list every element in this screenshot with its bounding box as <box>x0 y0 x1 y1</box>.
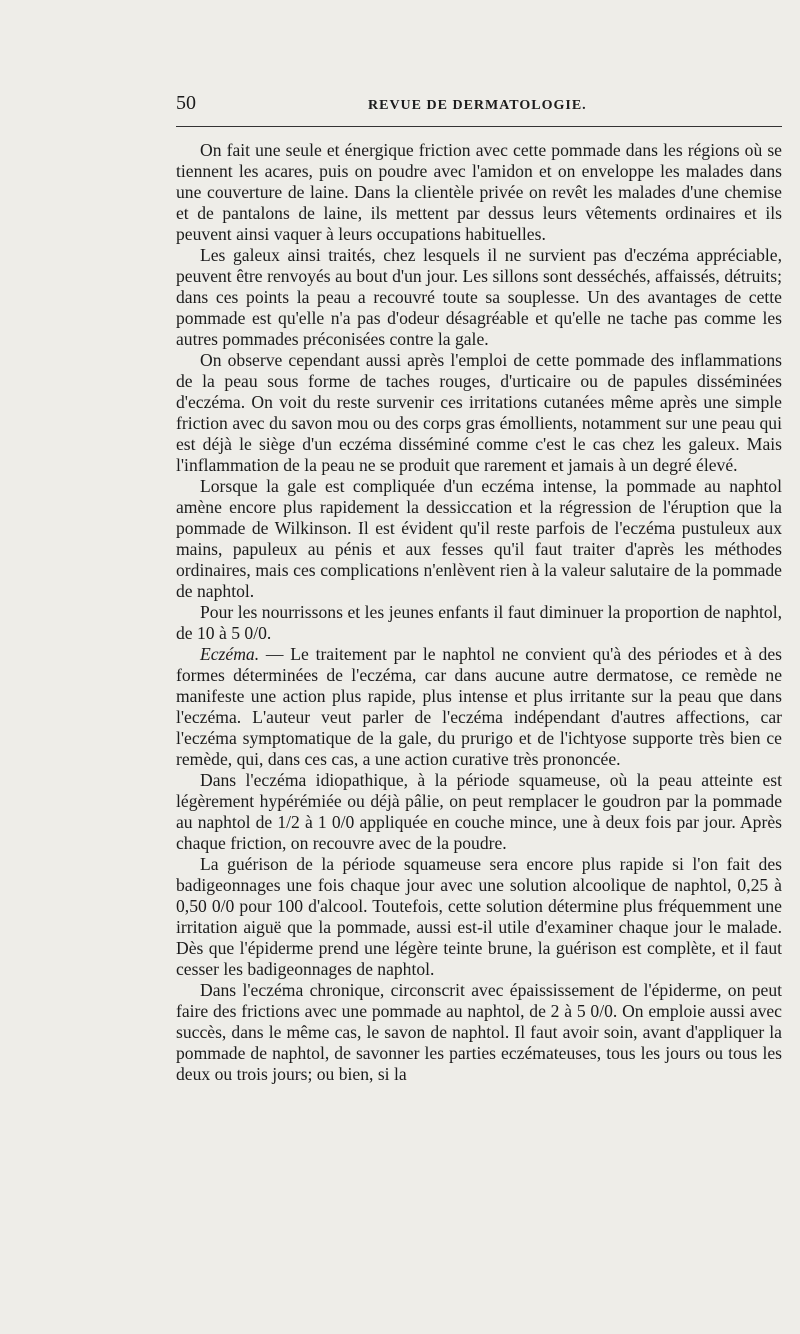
paragraph-text: — Le traitement par le naphtol ne convient qu'à des périodes et à des formes déterminées de l'eczéma, car dans aucune autre dermatose, ce remède ne manifeste une action plus rapide, plus intense et plus irritante sur la peau que dans l'eczéma. L'auteur veut parler de l'eczéma indépendant d'autres affections, car l'eczéma symptomatique de la gale, du prurigo et de l'ichtyose supporte très bien ce remède, qui, dans ces cas, a une action curative très prononcée. <box>176 644 782 769</box>
paragraph-eczema <box>176 644 782 770</box>
paragraph: Dans l'eczéma idiopathique, à la période squameuse, où la peau atteinte est légèrement hypérémiée ou déjà pâlie, on peut remplacer le goudron par la pommade au naphtol de 1/2 à 1 0/0 appliquée en couche mince, une à deux fois par jour. Après chaque friction, on recouvre avec de la poudre. <box>176 770 782 853</box>
paragraph: Pour les nourrissons et les jeunes enfants il faut diminuer la proportion de naphtol, de 10 à 5 0/0. <box>176 602 782 643</box>
running-head: REVUE DE DERMATOLOGIE. <box>368 98 587 113</box>
page-number: 50 <box>176 92 196 114</box>
paragraph: Lorsque la gale est compliquée d'un eczéma intense, la pommade au naphtol amène encore plus rapidement la dessiccation et la régression de l'éruption que la pommade de Wilkinson. Il est évident qu'il reste parfois de l'eczéma pustuleux aux mains, papuleux au pénis et aux fesses qu'il faut traiter d'après les méthodes ordinaires, mais ces complications n'enlèvent rien à la valeur salutaire de la pommade de naphtol. <box>176 476 782 601</box>
section-heading-eczema: Eczéma. <box>200 644 260 664</box>
paragraph: On observe cependant aussi après l'emploi de cette pommade des inflammations de la peau sous forme de taches rouges, d'urticaire ou de papules disséminées d'eczéma. On voit du reste survenir ces irritations cutanées même après une simple friction avec du savon mou ou des corps gras émollients, notamment sur une peau qui est déjà le siège d'un eczéma disséminé comme c'est le cas chez les galeux. Mais l'inflammation de la peau ne se produit que rarement et jamais à un degré élevé. <box>176 350 782 475</box>
paragraph: On fait une seule et énergique friction avec cette pommade dans les régions où se tiennent les acares, puis on poudre avec l'amidon et on enveloppe les malades dans une couverture de laine. Dans la clientèle privée on revêt les malades d'une chemise et de pantalons de laine, ils mettent par dessus leurs vêtements ordinaires et ils peuvent ainsi vaquer à leurs occupations habituelles. <box>176 140 782 244</box>
header-rule <box>176 126 782 127</box>
paragraph: Les galeux ainsi traités, chez lesquels il ne survient pas d'eczéma appréciable, peuvent être renvoyés au bout d'un jour. Les sillons sont desséchés, affaissés, détruits; dans ces points la peau a recouvré toute sa souplesse. Un des avantages de cette pommade est qu'elle n'a pas d'odeur désagréable et qu'elle ne tache pas comme les autres pommades préconisées contre la gale. <box>176 245 782 349</box>
body-text <box>176 140 782 1085</box>
paragraph: Dans l'eczéma chronique, circonscrit avec épaississement de l'épiderme, on peut faire des frictions avec une pommade au naphtol, de 2 à 5 0/0. On emploie aussi avec succès, dans le même cas, le savon de naphtol. Il faut avoir soin, avant d'appliquer la pommade de naphtol, de savonner les parties eczémateuses, tous les jours ou tous les deux ou trois jours; ou bien, si la <box>176 980 782 1084</box>
paragraph: La guérison de la période squameuse sera encore plus rapide si l'on fait des badigeonnages une fois chaque jour avec une solution alcoolique de naphtol, 0,25 à 0,50 0/0 pour 100 d'alcool. Toutefois, cette solution détermine plus fréquemment une irritation aiguë que la pommade, aussi est-il utile d'examiner chaque jour le malade. Dès que l'épiderme prend une légère teinte brune, la guérison est complète, et il faut cesser les badigeonnages de naphtol. <box>176 854 782 979</box>
